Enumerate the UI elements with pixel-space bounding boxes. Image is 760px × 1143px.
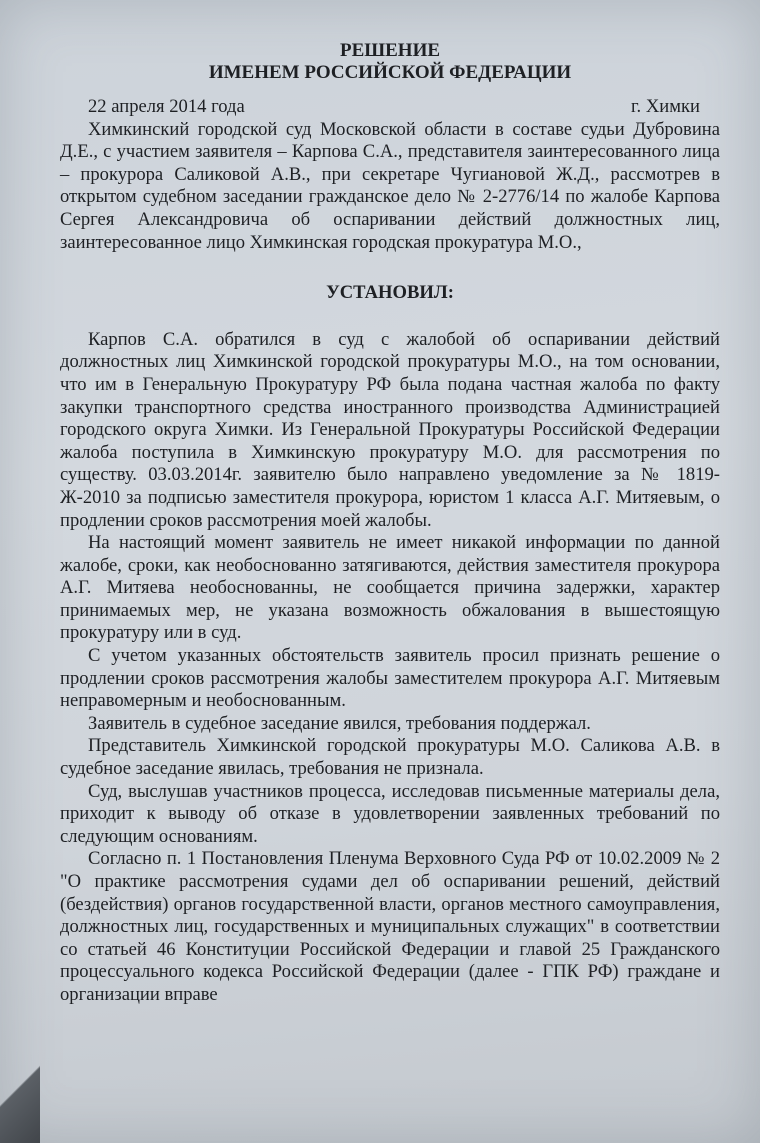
court-decision: [60, 40, 720, 1007]
paragraph-request: С учетом указанных обстоятельств заявитель просил признать решение о продлении сроков рассмотрения жалобы заместителем прокурора А.Г. Митяевым неправомерным и необоснованным.: [60, 645, 720, 712]
paragraph-current-status: На настоящий момент заявитель не имеет никакой информации по данной жалобе, сроки, как необоснованно затягиваются, действия заместителя прокурора А.Г. Митяева необоснованны, не сообщается причина задержки, характер принимаемых мер, не указана возможность обжалования в вышестоящую прокуратуру или в суд.: [60, 532, 720, 644]
decision-date: 22 апреля 2014 года: [88, 96, 245, 117]
section-heading: УСТАНОВИЛ:: [326, 282, 454, 304]
paragraph-court-conclusion: Суд, выслушав участников процесса, исследовав письменные материалы дела, приходит к выводу об отказе в удовлетворении заявленных требований по следующим основаниям.: [60, 780, 720, 847]
date-location-line: [60, 96, 720, 119]
intro-paragraph: Химкинский городской суд Московской области в составе судьи Дубровина Д.Е., с участием заявителя – Карпова С.А., представителя заинтересованного лица – прокурора Саликовой А.В., при секретаре Чугиановой Ж.Д., рассмотрев в открытом судебном заседании гражданское дело № 2-2776/14 по жалобе Карпова Сергея Александровича об оспаривании действий должностных лиц, заинтересованное лицо Химкинская городская прокуратура М.О.,: [60, 118, 720, 253]
paragraph-claim: Карпов С.А. обратился в суд с жалобой об оспаривании действий должностных лиц Химкинской городской прокуратуры М.О., на том основании, что им в Генеральную Прокуратуру РФ была подана частная жалоба по факту закупки транспортного средства иностранного производства Администрацией городского округа Химки. Из Генеральной Прокуратуры Российской Федерации жалоба поступила в Химкинскую прокуратуру М.О. для рассмотрения по существу. 03.03.2014г. заявителю было направлено уведомление за № 1819-Ж-2010 за подписью заместителя прокурора, юристом 1 класса А.Г. Митяевым, о продлении сроков рассмотрения моей жалобы.: [60, 328, 720, 531]
document-title: РЕШЕНИЕ: [339, 40, 441, 61]
paragraph-applicant-appeared: Заявитель в судебное заседание явился, требования поддержал.: [88, 712, 591, 734]
paragraph-prosecutor-position: Представитель Химкинской городской прокуратуры М.О. Саликова А.В. в судебное заседание явилась, требования не признала.: [60, 735, 720, 780]
paragraph-legal-basis: Согласно п. 1 Постановления Пленума Верховного Суда РФ от 10.02.2009 № 2 "О практике рассмотрения судами дел об оспаривании решений, действий (бездействия) органов государственной власти, органов местного самоуправления, должностных лиц, государственных и муниципальных служащих" в соответствии со статьей 46 Конституции Российской Федерации и главой 25 Гражданского процессуального кодекса Российской Федерации (далее - ГПК РФ) граждане и организации вправе: [60, 848, 720, 1005]
decision-city: г. Химки: [631, 96, 700, 117]
document-subtitle: ИМЕНЕМ РОССИЙСКОЙ ФЕДЕРАЦИИ: [208, 62, 572, 83]
page-corner-shadow: [0, 1053, 40, 1143]
